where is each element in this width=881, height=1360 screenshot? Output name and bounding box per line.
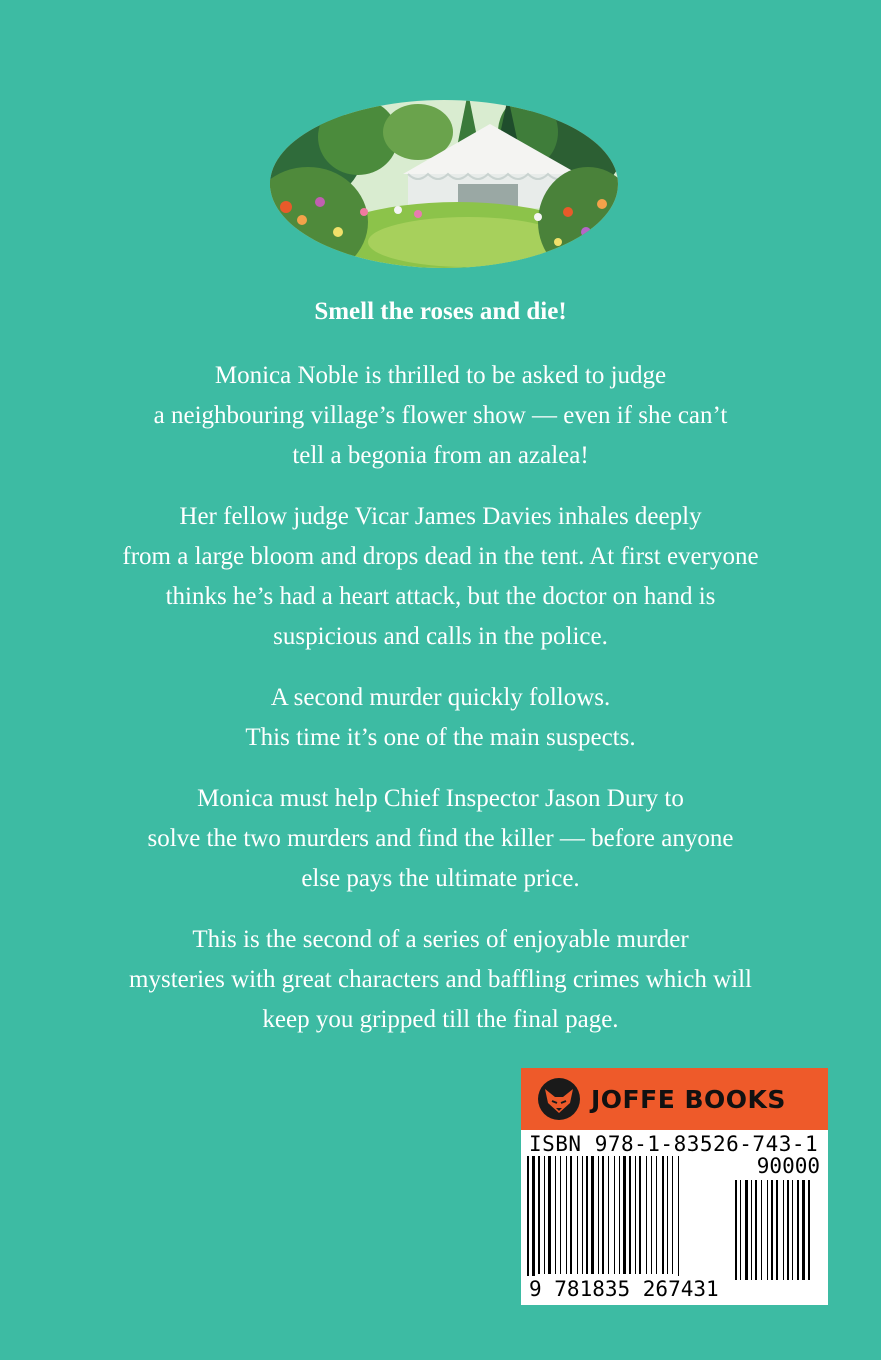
barcode-bar bbox=[629, 1156, 631, 1274]
barcode-addon-bar bbox=[755, 1180, 757, 1280]
tagline: Smell the roses and die! bbox=[314, 298, 567, 325]
blurb-paragraph bbox=[60, 497, 821, 657]
garden-tent-illustration bbox=[268, 92, 620, 270]
barcode-bar bbox=[570, 1156, 572, 1274]
blurb-paragraph bbox=[60, 920, 821, 1040]
barcode-bar bbox=[538, 1156, 540, 1274]
barcode-block bbox=[521, 1068, 828, 1305]
publisher-name: JOFFE BOOKS bbox=[591, 1084, 786, 1114]
barcode-addon-bar bbox=[808, 1180, 810, 1280]
barcode-digits: 9 781835 267431 bbox=[529, 1277, 719, 1301]
barcode-addon-bar bbox=[740, 1180, 741, 1280]
barcode-addon-bar bbox=[797, 1180, 799, 1280]
barcode-bar bbox=[646, 1156, 647, 1274]
barcode-bar bbox=[662, 1156, 664, 1274]
barcode-bar bbox=[582, 1156, 583, 1274]
barcode-bar bbox=[656, 1156, 657, 1274]
barcode-bar bbox=[635, 1156, 636, 1274]
blurb-line: A second murder quickly follows. bbox=[270, 684, 611, 711]
barcode-bar bbox=[678, 1156, 679, 1280]
barcode-bar bbox=[608, 1156, 609, 1274]
barcode-addon-bar bbox=[761, 1180, 762, 1280]
blurb-line: suspicious and calls in the police. bbox=[273, 623, 608, 650]
barcode-addon-bar bbox=[776, 1180, 778, 1280]
blurb-line: Monica must help Chief Inspector Jason Dury to bbox=[197, 785, 684, 812]
blurb-line: solve the two murders and find the killer — before anyone bbox=[147, 825, 734, 852]
blurb-line: mysteries with great characters and baffling crimes which will bbox=[129, 966, 752, 993]
blurb-line: Her fellow judge Vicar James Davies inhales deeply bbox=[179, 503, 702, 530]
blurb-paragraph bbox=[60, 678, 821, 758]
barcode-addon-bar bbox=[783, 1180, 784, 1280]
barcode-bar bbox=[619, 1156, 620, 1274]
barcode-bar bbox=[560, 1156, 561, 1274]
price-code: 90000 bbox=[756, 1154, 820, 1178]
barcode-bar bbox=[598, 1156, 599, 1274]
barcode-addon-bar bbox=[767, 1180, 768, 1280]
barcode-bar bbox=[566, 1156, 567, 1274]
blurb-line: else pays the ultimate price. bbox=[301, 865, 580, 892]
barcode-bar bbox=[602, 1156, 604, 1274]
barcode-bar bbox=[544, 1156, 545, 1274]
barcode-addon-bar bbox=[787, 1180, 789, 1280]
barcode-bar bbox=[672, 1156, 673, 1274]
barcode-addon-bar bbox=[802, 1180, 805, 1280]
barcode-bar bbox=[577, 1156, 578, 1274]
barcode-bar bbox=[623, 1156, 626, 1274]
barcode-bar bbox=[586, 1156, 588, 1274]
barcode-addon-bar bbox=[792, 1180, 793, 1280]
blurb-line: thinks he’s had a heart attack, but the doctor on hand is bbox=[165, 583, 716, 610]
barcode-bar bbox=[639, 1156, 641, 1274]
barcode-bar bbox=[651, 1156, 652, 1274]
barcode-bar bbox=[532, 1156, 535, 1280]
blurb-line: from a large bloom and drops dead in the tent. At first everyone bbox=[122, 543, 759, 570]
blurb-line: keep you gripped till the final page. bbox=[262, 1006, 619, 1033]
fox-head-logo-icon bbox=[537, 1077, 581, 1121]
barcode-bar bbox=[667, 1156, 668, 1274]
back-cover-blurb bbox=[60, 292, 821, 1061]
blurb-line: This is the second of a series of enjoyable murder bbox=[192, 926, 689, 953]
blurb-line: This time it’s one of the main suspects. bbox=[245, 724, 636, 751]
blurb-line: tell a begonia from an azalea! bbox=[292, 442, 589, 469]
barcode-bar bbox=[614, 1156, 615, 1274]
blurb-line: Monica Noble is thrilled to be asked to judge bbox=[214, 362, 667, 389]
blurb-line: a neighbouring village’s flower show — even if she can’t bbox=[153, 402, 728, 429]
barcode-addon-bar bbox=[751, 1180, 752, 1280]
barcode-bar bbox=[527, 1156, 529, 1280]
barcode-addon-bar bbox=[735, 1180, 737, 1280]
barcode-addon-bar bbox=[771, 1180, 773, 1280]
barcode-bar bbox=[591, 1156, 594, 1274]
barcode-bar bbox=[555, 1156, 556, 1274]
barcode-bar bbox=[548, 1156, 551, 1274]
publisher-banner bbox=[521, 1068, 828, 1130]
blurb-paragraph bbox=[60, 356, 821, 476]
isbn-text: ISBN 978-1-83526-743-1 bbox=[529, 1132, 819, 1156]
blurb-paragraph bbox=[60, 779, 821, 899]
barcode-addon-bar bbox=[745, 1180, 748, 1280]
